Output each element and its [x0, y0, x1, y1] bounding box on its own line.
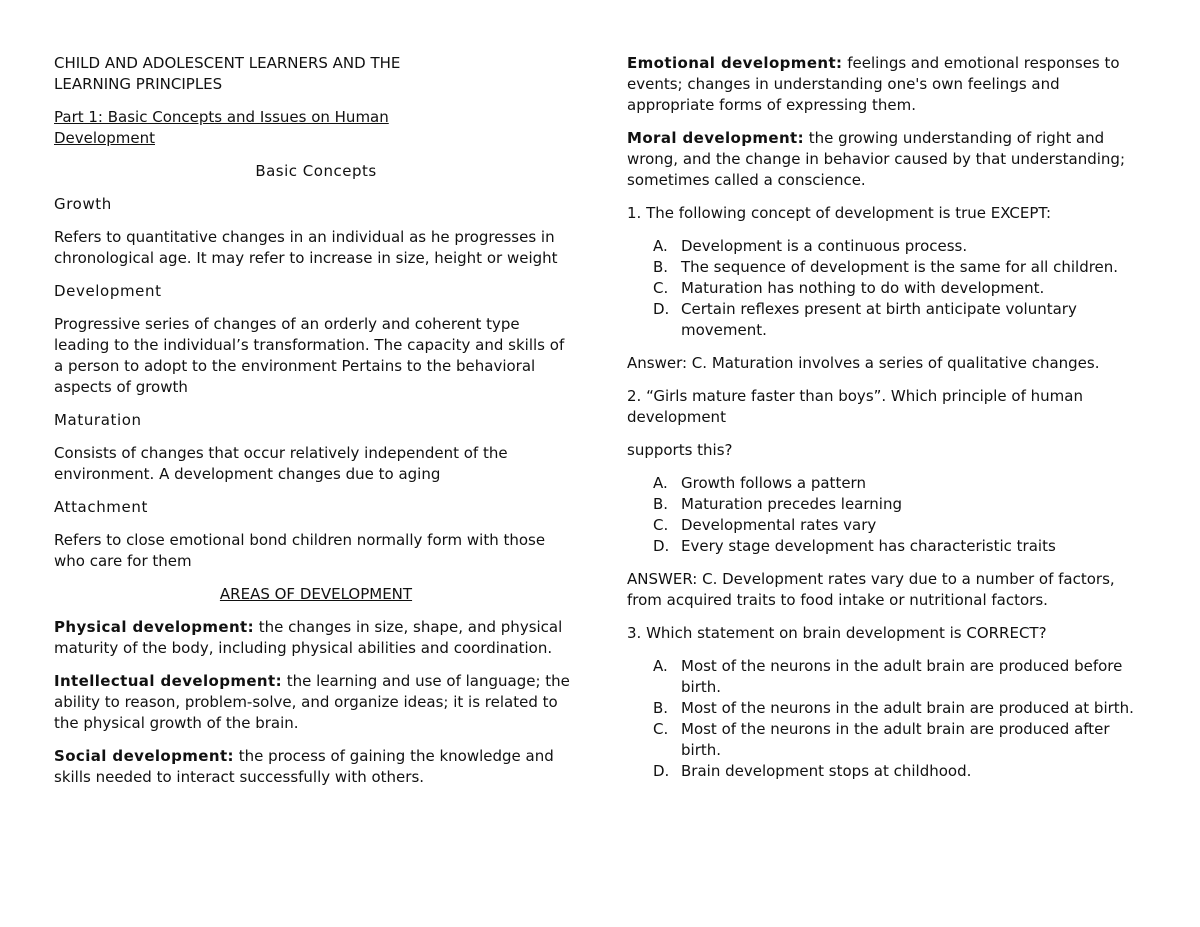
- area-physical: [54, 617, 578, 659]
- concept-term-development: Development: [54, 282, 162, 300]
- area-social: [54, 746, 578, 788]
- concept-text-growth: Refers to quantitative changes in an individual as he progresses in chronological age. It may refer to increase in size, height or weight: [54, 228, 558, 267]
- option-text: Maturation has nothing to do with development.: [681, 279, 1045, 297]
- area-physical-label: Physical development:: [54, 618, 254, 636]
- concept-term-growth: Growth: [54, 195, 112, 213]
- option-letter: A.: [653, 237, 668, 255]
- list-item: [627, 656, 1151, 698]
- area-emotional-text: feelings and emotional responses to events; changes in understanding one's own feelings and appropriate forms of expressing them.: [627, 54, 1120, 114]
- document-title: [54, 53, 578, 95]
- option-letter: D.: [653, 762, 670, 780]
- option-text: Most of the neurons in the adult brain are produced before birth.: [681, 657, 1123, 696]
- list-item: [627, 515, 1151, 536]
- option-text: Development is a continuous process.: [681, 237, 968, 255]
- right-column: [627, 53, 1151, 794]
- question-2-options: [627, 473, 1151, 557]
- question-2-continued: supports this?: [627, 441, 733, 459]
- area-intellectual: [54, 671, 578, 734]
- question-1-options: [627, 236, 1151, 341]
- option-letter: B.: [653, 258, 669, 276]
- title-line-2: LEARNING PRINCIPLES: [54, 75, 223, 93]
- area-social-text: the process of gaining the knowledge and skills needed to interact successfully with others.: [54, 747, 554, 786]
- area-intellectual-label: Intellectual development:: [54, 672, 282, 690]
- list-item: [627, 761, 1151, 782]
- question-3-options: [627, 656, 1151, 782]
- concept-term-attachment: Attachment: [54, 498, 148, 516]
- area-social-label: Social development:: [54, 747, 234, 765]
- part-line-1: Part 1: Basic Concepts and Issues on Human: [54, 108, 389, 126]
- list-item: [627, 719, 1151, 761]
- option-text: Maturation precedes learning: [681, 495, 902, 513]
- title-line-1: CHILD AND ADOLESCENT LEARNERS AND THE: [54, 54, 401, 72]
- option-letter: B.: [653, 699, 669, 717]
- option-text: Most of the neurons in the adult brain are produced at birth.: [681, 699, 1134, 717]
- option-text: Developmental rates vary: [681, 516, 877, 534]
- list-item: [627, 236, 1151, 257]
- option-text: Brain development stops at childhood.: [681, 762, 972, 780]
- areas-heading: AREAS OF DEVELOPMENT: [219, 585, 413, 603]
- option-letter: B.: [653, 495, 669, 513]
- list-item: [627, 698, 1151, 719]
- option-letter: C.: [653, 516, 669, 534]
- option-letter: A.: [653, 474, 668, 492]
- list-item: [627, 536, 1151, 557]
- option-letter: C.: [653, 279, 669, 297]
- area-physical-text: the changes in size, shape, and physical maturity of the body, including physical abilities and coordination.: [54, 618, 563, 657]
- option-letter: D.: [653, 300, 670, 318]
- left-column: [54, 53, 578, 800]
- concept-text-development: Progressive series of changes of an orderly and coherent type leading to the individual’s transformation. The capacity and skills of a person to adopt to the environment Pertains to the behavioral aspects of growth: [54, 315, 565, 396]
- list-item: [627, 278, 1151, 299]
- option-text: Every stage development has characteristic traits: [681, 537, 1056, 555]
- option-letter: C.: [653, 720, 669, 738]
- basic-concepts-heading: Basic Concepts: [255, 162, 377, 180]
- area-moral-text: the growing understanding of right and wrong, and the change in behavior caused by that understanding; sometimes called a conscience.: [627, 129, 1126, 189]
- option-letter: A.: [653, 657, 668, 675]
- area-moral-label: Moral development:: [627, 129, 805, 147]
- option-text: Most of the neurons in the adult brain are produced after birth.: [681, 720, 1110, 759]
- list-item: [627, 257, 1151, 278]
- question-1: 1. The following concept of development is true EXCEPT:: [627, 204, 1051, 222]
- list-item: [627, 473, 1151, 494]
- area-emotional-label: Emotional development:: [627, 54, 843, 72]
- option-letter: D.: [653, 537, 670, 555]
- question-3: 3. Which statement on brain development is CORRECT?: [627, 624, 1047, 642]
- area-intellectual-text: the learning and use of language; the ability to reason, problem-solve, and organize ideas; it is related to the physical growth of the brain.: [54, 672, 570, 732]
- part-line-2: Development: [54, 129, 155, 147]
- list-item: [627, 494, 1151, 515]
- list-item: [627, 299, 1151, 341]
- option-text: Growth follows a pattern: [681, 474, 866, 492]
- option-text: Certain reflexes present at birth anticipate voluntary movement.: [681, 300, 1077, 339]
- concept-text-attachment: Refers to close emotional bond children normally form with those who care for them: [54, 531, 546, 570]
- answer-2: ANSWER: C. Development rates vary due to a number of factors, from acquired traits to food intake or nutritional factors.: [627, 570, 1115, 609]
- area-emotional: [627, 53, 1151, 116]
- area-moral: [627, 128, 1151, 191]
- concept-term-maturation: Maturation: [54, 411, 142, 429]
- concept-text-maturation: Consists of changes that occur relatively independent of the environment. A development changes due to aging: [54, 444, 508, 483]
- answer-1: Answer: C. Maturation involves a series of qualitative changes.: [627, 354, 1100, 372]
- part-heading: [54, 107, 578, 149]
- question-2: 2. “Girls mature faster than boys”. Which principle of human development: [627, 387, 1083, 426]
- option-text: The sequence of development is the same for all children.: [681, 258, 1119, 276]
